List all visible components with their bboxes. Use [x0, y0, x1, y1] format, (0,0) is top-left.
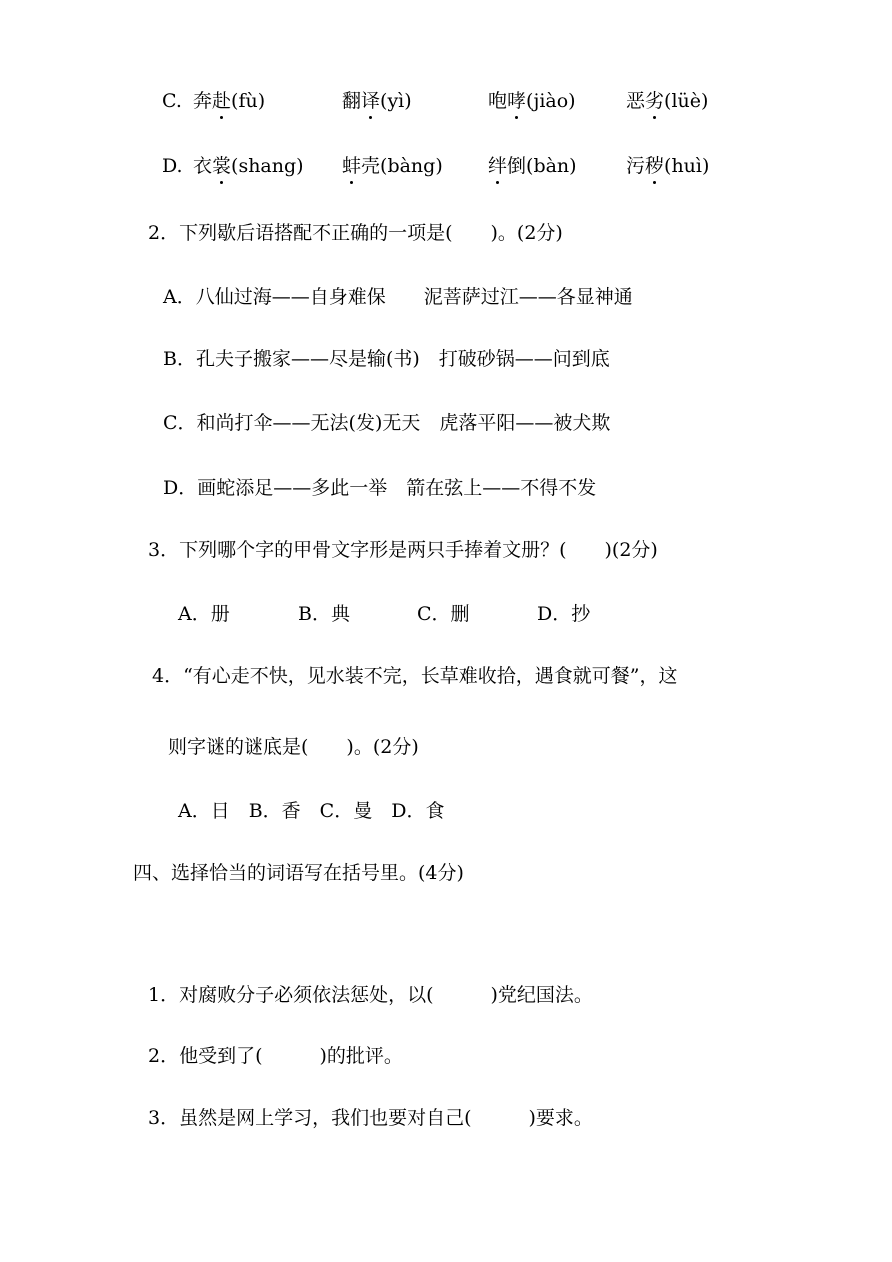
- option-label: D.: [162, 155, 183, 177]
- section4-item-2: 2．他受到了( )的批评。: [148, 1045, 403, 1067]
- word-with-pinyin: 奔赴(fù): [193, 90, 266, 112]
- q2-option-a: A．八仙过海——自身难保 泥菩萨过江——各显神通: [163, 286, 633, 308]
- word-with-pinyin: 恶劣(lüè): [626, 90, 709, 112]
- section4-item-3: 3．虽然是网上学习，我们也要对自己( )要求。: [148, 1107, 593, 1129]
- section4-item-1: 1．对腐败分子必须依法惩处，以( )党纪国法。: [148, 984, 593, 1006]
- emphasis-dot-char: 蚌: [342, 155, 362, 177]
- word-with-pinyin: 污秽(huì): [626, 155, 710, 177]
- emphasis-dot-char: 赴: [212, 90, 232, 112]
- emphasis-dot-char: 劣: [645, 90, 665, 112]
- word-with-pinyin: 绊倒(bàn): [488, 155, 577, 177]
- q2-option-d: D．画蛇添足——多此一举 箭在弦上——不得不发: [163, 477, 597, 499]
- q4-options: A．日 B．香 C．曼 D．食: [178, 800, 445, 822]
- word-with-pinyin: 翻译(yì): [342, 90, 412, 112]
- q2-option-c: C．和尚打伞——无法(发)无天 虎落平阳——被犬欺: [163, 412, 611, 434]
- emphasis-dot-char: 裳: [212, 155, 232, 177]
- emphasis-dot-char: 绊: [488, 155, 508, 177]
- section-heading: 四、选择恰当的词语写在括号里。(4分): [133, 862, 464, 884]
- q3-option-d: D．抄: [537, 603, 591, 625]
- emphasis-dot-char: 秽: [645, 155, 665, 177]
- q3-option-b: B．典: [298, 603, 350, 625]
- word-with-pinyin: 蚌壳(bàng): [342, 155, 443, 177]
- q4-title-line1: 4．“有心走不快，见水装不完，长草难收拾，遇食就可餐”，这: [152, 665, 678, 687]
- q2-option-b: B．孔夫子搬家——尽是输(书) 打破砂锅——问到底: [163, 348, 610, 370]
- q4-title-line2: 则字谜的谜底是( )。(2分): [168, 736, 419, 758]
- q2-title: 2．下列歇后语搭配不正确的一项是( )。(2分): [148, 222, 563, 244]
- option-label: C.: [162, 90, 182, 112]
- emphasis-dot-char: 哮: [507, 90, 527, 112]
- word-with-pinyin: 咆哮(jiào): [488, 90, 576, 112]
- q3-option-c: C．删: [417, 603, 470, 625]
- q3-option-a: A．册: [178, 603, 230, 625]
- q3-title: 3．下列哪个字的甲骨文字形是两只手捧着文册？( )(2分): [148, 539, 658, 561]
- emphasis-dot-char: 译: [361, 90, 381, 112]
- word-with-pinyin: 衣裳(shang): [193, 155, 304, 177]
